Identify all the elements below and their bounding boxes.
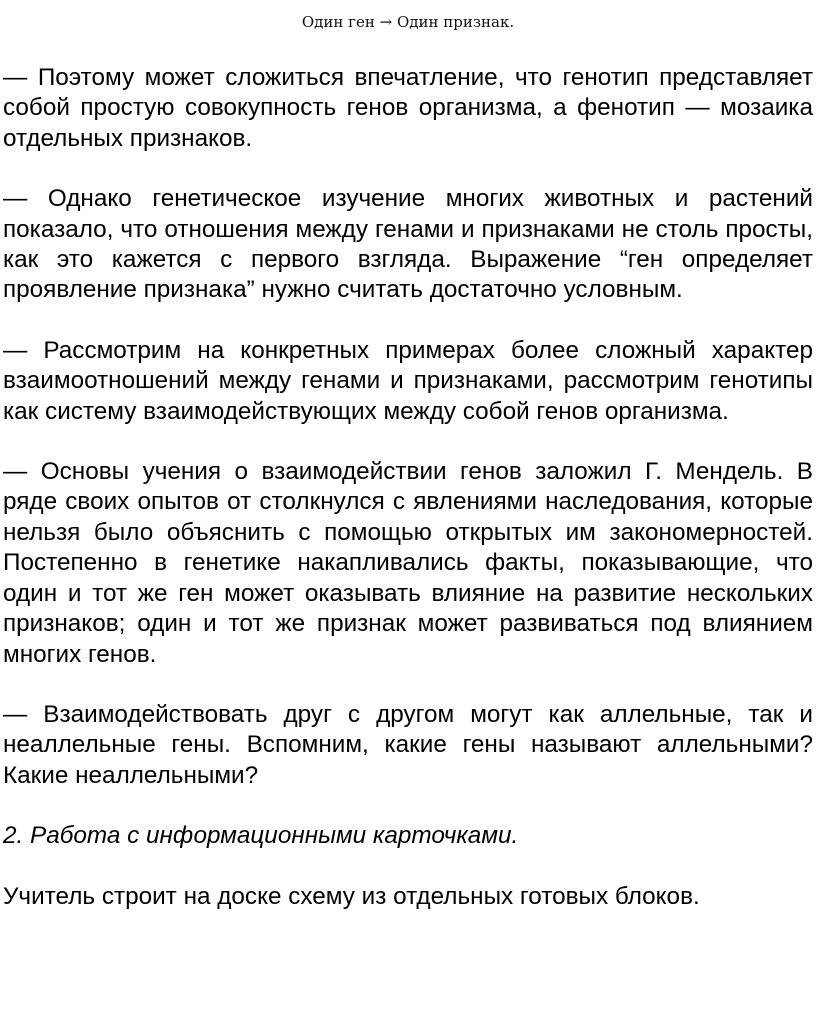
- page-header-title: Один ген → Один признак.: [301, 13, 515, 31]
- document-body: [3, 63, 813, 912]
- section-heading: 2. Работа с информационными карточками.: [3, 822, 519, 850]
- paragraph-genetic-study: — Однако генетическое изучение многих животных и растений показало, что отношения между генами и признаками не столь просты, как это кажется с первого взгляда. Выражение “ген определяет проявление признака” нужно считать достаточно условным.: [3, 185, 813, 304]
- paragraph-complex-relations: — Рассмотрим на конкретных примерах более сложный характер взаимоотношений между генами и признаками, рассмотрим генотипы как систему взаимодействующих между собой генов организма.: [3, 336, 813, 425]
- paragraph-allelic-genes: — Взаимодействовать друг с другом могут как аллельные, так и неаллельные гены. Вспомним, какие гены называют аллельными? Какие неаллельными?: [3, 700, 813, 789]
- paragraph-mendel-foundations: — Основы учения о взаимодействии генов заложил Г. Мендель. В ряде своих опытов от столкнулся с явлениями наследования, которые нельзя было объяснить с помощью открытых им закономерностей. Постепенно в генетике накапливались факты, показывающие, что один и тот же ген может оказывать влияние на развитие нескольких признаков; один и тот же признак может развиваться под влиянием многих генов.: [3, 458, 813, 668]
- paragraph-genotype-impression: — Поэтому может сложиться впечатление, что генотип представляет собой простую совокупность генов организма, а фенотип — мозаика отдельных признаков.: [3, 64, 813, 152]
- closing-paragraph: Учитель строит на доске схему из отдельных готовых блоков.: [3, 882, 700, 910]
